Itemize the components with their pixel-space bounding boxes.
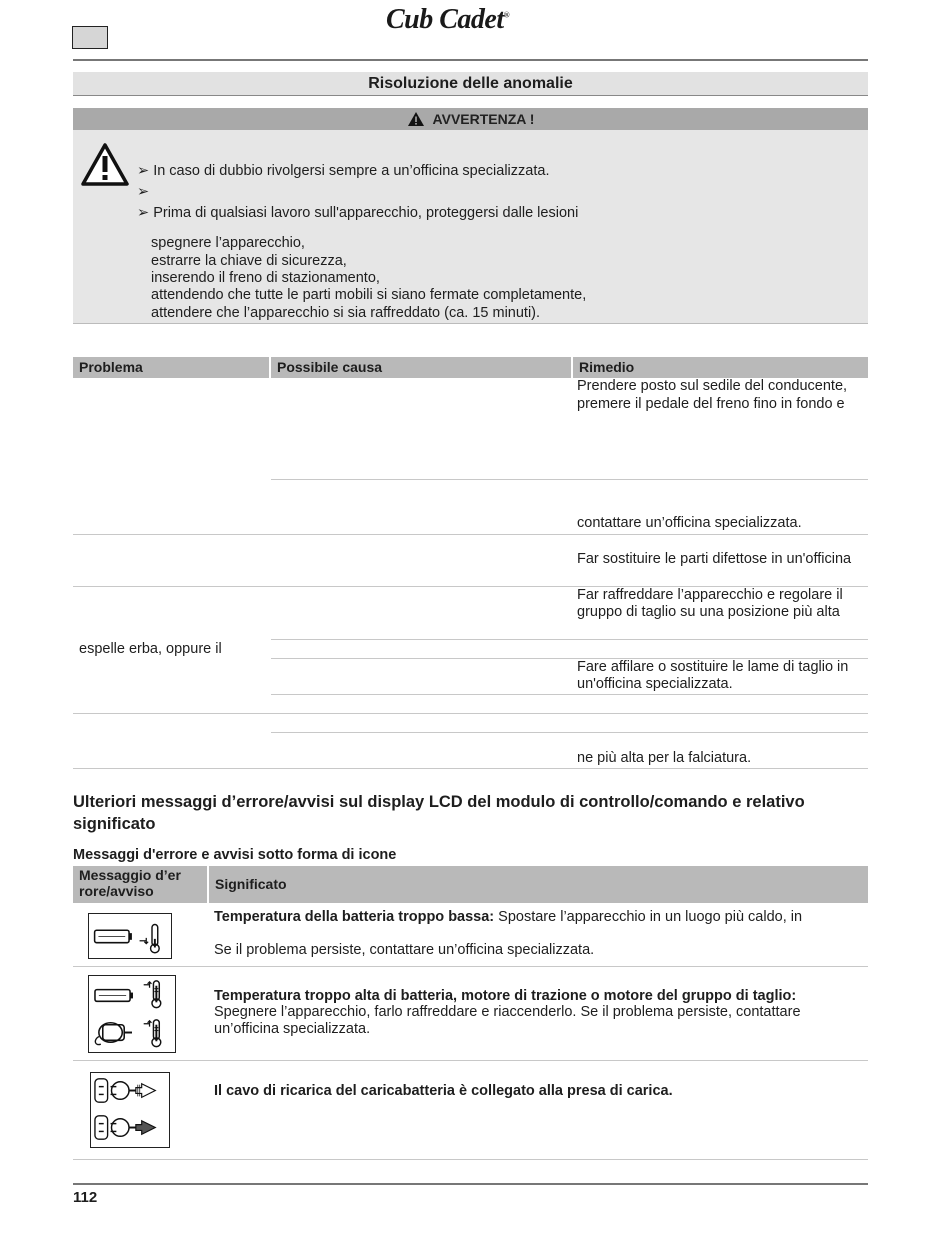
table-row-divider bbox=[73, 768, 868, 769]
message-row-2-text-2: un’officina specializzata. bbox=[214, 1021, 371, 1037]
table-cell-remedy: Fare affilare o sostituire le lame di taglio in bbox=[577, 659, 849, 675]
table-cell-remedy: Prendere posto sul sedile del conducente, bbox=[577, 378, 848, 394]
table-row-divider bbox=[271, 639, 868, 640]
messages-row-divider bbox=[73, 1060, 868, 1061]
battery-cold-icon bbox=[88, 913, 172, 959]
table-row-divider bbox=[271, 479, 868, 480]
warning-step-1: spegnere l’apparecchio, bbox=[151, 235, 305, 251]
page-number: 112 bbox=[73, 1189, 98, 1206]
warning-header: AVVERTENZA ! bbox=[73, 108, 868, 130]
messages-title: Ulteriori messaggi d’errore/avvisi sul display LCD del modulo di controllo/comando e relativo significato bbox=[73, 793, 805, 833]
message-row-2-title: Temperatura troppo alta di batteria, motore di trazione o motore del gruppo di taglio: bbox=[214, 988, 797, 1004]
warning-large-icon bbox=[80, 142, 130, 187]
table-header-problem: Problema bbox=[73, 357, 269, 378]
warning-bullet-3: ➢ Prima di qualsiasi lavoro sull'apparecchio, proteggersi dalle lesioni bbox=[137, 205, 579, 221]
warning-bullet-2: ➢ bbox=[137, 184, 150, 200]
warning-step-5: attendere che l’apparecchio si sia raffreddato (ca. 15 minuti). bbox=[151, 305, 541, 321]
table-row-divider bbox=[271, 732, 868, 733]
messages-header-message: Messaggio d’er rore/avviso bbox=[73, 866, 207, 903]
warning-step-2: estrarre la chiave di sicurezza, bbox=[151, 253, 347, 269]
table-row-divider bbox=[73, 534, 868, 535]
table-cell-remedy: un'officina specializzata. bbox=[577, 676, 733, 692]
message-row-1-text-2: Se il problema persiste, contattare un’officina specializzata. bbox=[214, 942, 595, 958]
message-row-2-text: Spegnere l’apparecchio, farlo raffreddare e riaccenderlo. Se il problema persiste, contattare bbox=[214, 1004, 801, 1020]
charging-plug-icon bbox=[90, 1072, 170, 1148]
messages-header-meaning: Significato bbox=[209, 866, 868, 903]
language-box bbox=[72, 26, 108, 49]
messages-subtitle: Messaggi d'errore e avvisi sotto forma di icone bbox=[73, 847, 397, 863]
table-cell-problem: espelle erba, oppure il bbox=[79, 641, 222, 657]
message-row-3-text: Il cavo di ricarica del caricabatteria è collegato alla presa di carica. bbox=[214, 1083, 673, 1099]
high-temperature-icon bbox=[88, 975, 176, 1053]
table-cell-remedy: Far sostituire le parti difettose in un'officina bbox=[577, 551, 852, 567]
warning-triangle-icon bbox=[407, 111, 425, 127]
table-row-divider bbox=[271, 694, 868, 695]
header-rule bbox=[73, 59, 868, 61]
warning-step-4: attendendo che tutte le parti mobili si siano fermate completamente, bbox=[151, 287, 587, 303]
table-cell-remedy: contattare un’officina specializzata. bbox=[577, 515, 802, 531]
table-cell-remedy: gruppo di taglio su una posizione più alta bbox=[577, 604, 840, 620]
table-header-cause: Possibile causa bbox=[271, 357, 571, 378]
message-row-1-text: Temperatura della batteria troppo bassa: Spostare l’apparecchio in un luogo più caldo, in bbox=[214, 909, 803, 925]
warning-step-3: inserendo il freno di stazionamento, bbox=[151, 270, 380, 286]
footer-rule bbox=[73, 1183, 868, 1185]
brand-logo: Cub Cadet® bbox=[386, 4, 510, 35]
table-row-divider bbox=[73, 713, 868, 714]
table-cell-remedy: Far raffreddare l’apparecchio e regolare il bbox=[577, 587, 843, 603]
table-cell-remedy: ne più alta per la falciatura. bbox=[577, 750, 752, 766]
messages-row-divider bbox=[73, 966, 868, 967]
table-header-remedy: Rimedio bbox=[573, 357, 868, 378]
warning-bullet-1: ➢ In caso di dubbio rivolgersi sempre a un’officina specializzata. bbox=[137, 163, 550, 179]
messages-row-divider bbox=[73, 1159, 868, 1160]
table-cell-remedy: premere il pedale del freno fino in fondo e bbox=[577, 396, 845, 412]
section-title: Risoluzione delle anomalie bbox=[73, 72, 868, 96]
